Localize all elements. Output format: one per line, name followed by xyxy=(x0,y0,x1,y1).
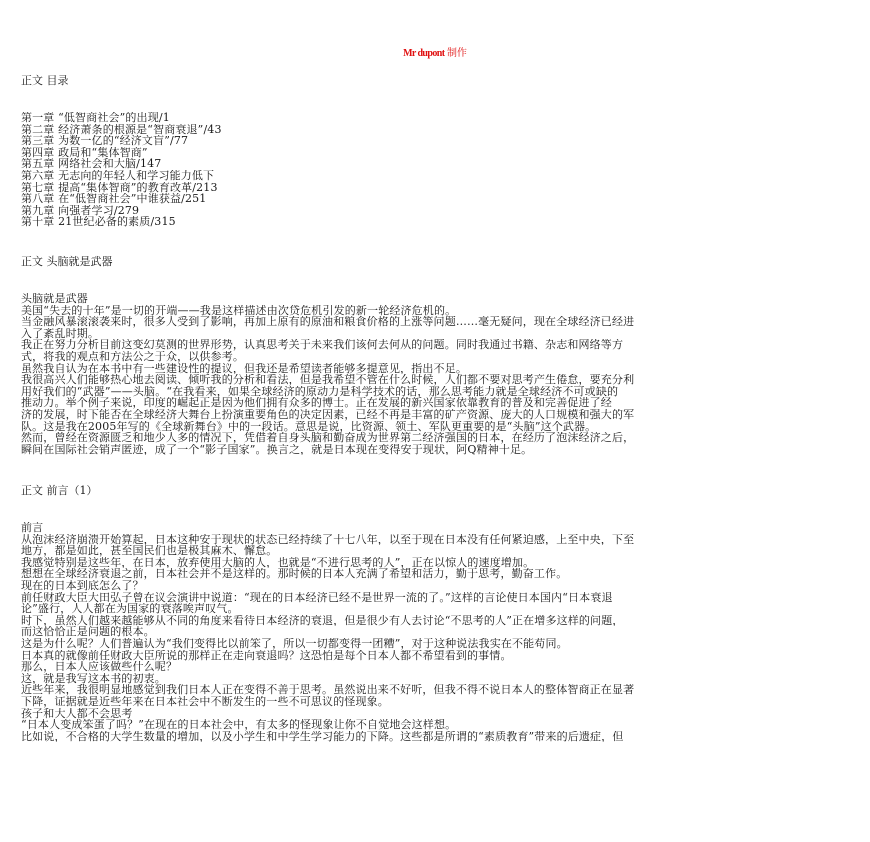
toc-item: 第四章 政局和“集体智商” xyxy=(21,146,148,159)
text-line: 当金融风暴滚滚袭来时，很多人受到了影响，再加上原有的原油和粮食价格的上涨等问题……毫无疑问，现在全球经济已经进 xyxy=(21,316,635,328)
text-line: 前任财政大臣大田弘子曾在议会演讲中说道：“现在的日本经济已经不是世界一流的了。”这样的言论使日本国内“日本衰退 xyxy=(21,591,613,604)
text-line: 而这恰恰正是问题的根本。 xyxy=(21,626,155,638)
toc-item: 第五章 网络社会和大脑/147 xyxy=(21,158,162,170)
toc-item: 第六章 无志向的年轻人和学习能力低下 xyxy=(21,169,215,182)
text-line: 这是为什么呢？人们普遍认为“我们变得比以前笨了，所以一切都变得一团糟”，对于这种说法我实在不能苟同。 xyxy=(21,637,568,650)
text-line: 我正在努力分析目前这变幻莫测的世界形势，认真思考关于未来我们该何去何从的问题。同时我通过书籍、杂志和网络等方 xyxy=(21,339,624,351)
chapter-heading: 正文 头脑就是武器 xyxy=(21,255,113,268)
text-line: 入了紊乱时期。 xyxy=(21,327,100,340)
text-line: 比如说，不合格的大学生数量的增加，以及小学生和中学生学习能力的下降。这些都是所谓的“素质教育”带来的后遗症，但 xyxy=(21,730,624,743)
toc-item: 第二章 经济萧条的根源是“智商衰退”/43 xyxy=(21,123,222,136)
text-line: 式，将我的观点和方法公之于众，以供参考。 xyxy=(21,350,244,363)
chapter-body xyxy=(21,293,851,455)
text-line: 想想在全球经济衰退之前，日本社会并不是这样的。那时候的日本人充满了希望和活力，勤于思考，勤奋工作。 xyxy=(21,568,568,580)
producer-credit xyxy=(0,44,870,59)
toc-list xyxy=(21,112,851,228)
text-line: 美国“失去的十年”是一切的开端——我是这样描述由次贷危机引发的新一轮经济危机的。 xyxy=(21,304,457,317)
producer-suffix: 制作 xyxy=(446,48,467,59)
text-line: “日本人变成笨蛋了吗？”在现在的日本社会中，有太多的怪现象让你不自觉地会这样想。 xyxy=(21,719,457,731)
chapter-body xyxy=(21,522,851,742)
producer-name: Mr dupont xyxy=(403,48,445,59)
text-line: 头脑就是武器 xyxy=(21,293,88,305)
toc-item: 第一章 “低智商社会”的出现/1 xyxy=(21,112,170,124)
text-line: 孩子和大人都不会思考 xyxy=(21,707,133,720)
toc-item: 第八章 在“低智商社会”中谁获益/251 xyxy=(21,193,207,205)
text-line: 瞬间在国际社会销声匿迹，成了一个“影子国家”。换言之，就是日本现在变得安于现状，阿Q精神十足。 xyxy=(21,443,533,456)
toc-item: 第七章 提高“集体智商”的教育改革/213 xyxy=(21,181,218,194)
text-line: 然而，曾经在资源匮乏和地少人多的情况下，凭借着自身头脑和勤奋成为世界第二经济强国的日本，在经历了泡沫经济之后， xyxy=(21,432,635,444)
text-line: 队。这是我在2005年写的《全球新舞台》中的一段话。意思是说，比资源、领土、军队更重要的是“头脑”这个武器。 xyxy=(21,420,597,433)
chapter-heading: 正文 前言（1） xyxy=(21,484,98,497)
text-line: 时下，虽然人们越来越能够从不同的角度来看待日本经济的衰退，但是很少有人去讨论“不思考的人”正在增多这样的问题， xyxy=(21,614,624,627)
toc-item: 第三章 为数一亿的“经济文盲”/77 xyxy=(21,135,189,147)
text-line: 用好我们的“武器”——头脑。“在我看来，如果全球经济的原动力是科学技术的话，那么思考能力就是全球经济不可或缺的 xyxy=(21,385,619,398)
toc-heading: 正文 目录 xyxy=(21,74,69,87)
text-line: 虽然我自认为在本书中有一些建设性的提议，但我还是希望读者能够多提意见，指出不足。 xyxy=(21,362,467,375)
text-line: 前言 xyxy=(21,522,44,534)
text-line: 现在的日本到底怎么了？ xyxy=(21,579,144,592)
text-line: 那么，日本人应该做些什么呢？ xyxy=(21,661,178,673)
text-line: 地方，都是如此，甚至国民们也是极其麻木、懈怠。 xyxy=(21,545,278,557)
text-line: 下降，证据就是近些年来在日本社会中不断发生的一些不可思议的怪现象。 xyxy=(21,695,389,708)
text-line: 论”盛行，人人都在为国家的衰落唉声叹气。 xyxy=(21,603,239,615)
text-line: 日本真的就像前任财政大臣所说的那样正在走向衰退吗？这恐怕是每个日本人都不希望看到的事情。 xyxy=(21,649,512,662)
text-line: 济的发展，时下能否在全球经济大舞台上扮演重要角色的决定因素，已经不再是丰富的矿产资源、庞大的人口规模和强大的军 xyxy=(21,408,635,421)
text-line: 这，就是我写这本书的初衷。 xyxy=(21,672,166,685)
text-line: 近些年来，我很明显地感觉到我们日本人正在变得不善于思考。虽然说出来不好听，但我不得不说日本人的整体智商正在显著 xyxy=(21,684,635,696)
toc-item: 第九章 向强者学习/279 xyxy=(21,204,140,217)
text-line: 我感觉特别是这些年，在日本，放弃使用大脑的人，也就是“不进行思考的人”，正在以惊人的速度增加。 xyxy=(21,556,535,569)
text-line: 我很高兴人们能够热心地去阅读、倾听我的分析和看法，但是我希望不管在什么时候，人们都不要对思考产生倦怠，要充分利 xyxy=(21,374,635,386)
text-line: 推动力。举个例子来说，印度的崛起正是因为他们拥有众多的博士。正在发展的新兴国家依靠教育的普及和完善促进了经 xyxy=(21,397,612,409)
text-line: 从泡沫经济崩溃开始算起，日本这种安于现状的状态已经持续了十七八年，以至于现在日本没有任何紧迫感，上至中央，下至 xyxy=(21,533,635,546)
toc-item: 第十章 21世纪必备的素质/315 xyxy=(21,216,176,228)
